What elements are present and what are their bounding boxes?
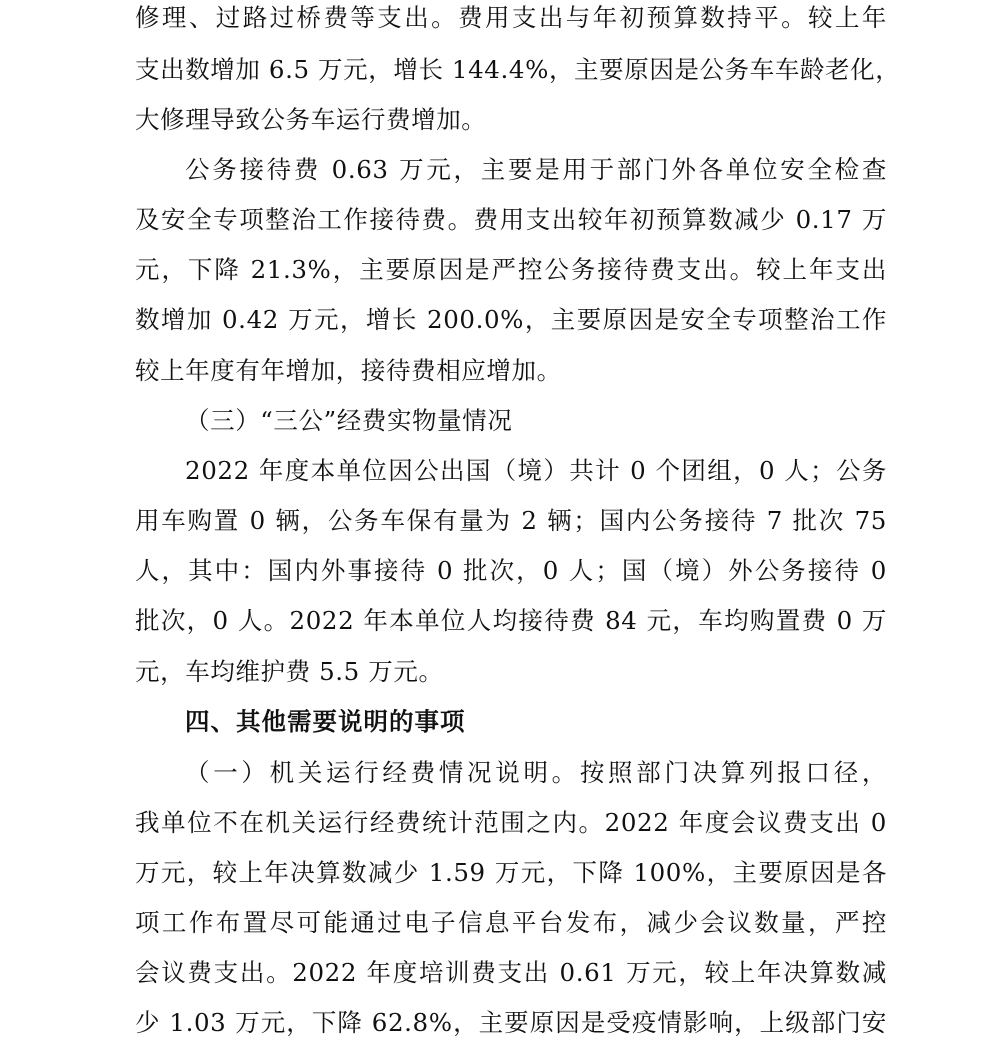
- paragraph-line: 用车购置 0 辆，公务车保有量为 2 辆；国内公务接待 7 批次 75: [135, 506, 887, 535]
- paragraph-line: 会议费支出。2022 年度培训费支出 0.61 万元，较上年决算数减: [135, 958, 887, 987]
- paragraph-line: 万元，较上年决算数减少 1.59 万元，下降 100%，主要原因是各: [135, 858, 887, 887]
- subsection-heading: （三）“三公”经费实物量情况: [185, 406, 513, 435]
- paragraph-line: 人，其中：国内外事接待 0 批次，0 人；国（境）外公务接待 0: [135, 556, 887, 585]
- paragraph-line: 项工作布置尽可能通过电子信息平台发布，减少会议数量，严控: [135, 908, 887, 937]
- paragraph-line: 及安全专项整治工作接待费。费用支出较年初预算数减少 0.17 万: [135, 205, 887, 234]
- paragraph-line: 公务接待费 0.63 万元，主要是用于部门外各单位安全检查: [185, 155, 887, 184]
- paragraph-line: 数增加 0.42 万元，增长 200.0%，主要原因是安全专项整治工作: [135, 305, 887, 334]
- paragraph-line: （一）机关运行经费情况说明。按照部门决算列报口径，: [185, 758, 887, 787]
- paragraph-line: 少 1.03 万元，下降 62.8%，主要原因是受疫情影响，上级部门安: [135, 1008, 887, 1037]
- paragraph-line: 批次，0 人。2022 年本单位人均接待费 84 元，车均购置费 0 万: [135, 606, 887, 635]
- paragraph-line: 较上年度有年增加，接待费相应增加。: [135, 356, 562, 385]
- section-heading: 四、其他需要说明的事项: [185, 707, 466, 736]
- paragraph-line: 修理、过路过桥费等支出。费用支出与年初预算数持平。较上年: [135, 3, 887, 32]
- paragraph-line: 我单位不在机关运行经费统计范围之内。2022 年度会议费支出 0: [135, 808, 887, 837]
- paragraph-line: 大修理导致公务车运行费增加。: [135, 105, 487, 134]
- paragraph-line: 元，车均维护费 5.5 万元。: [135, 657, 444, 686]
- paragraph-line: 支出数增加 6.5 万元，增长 144.4%，主要原因是公务车车龄老化，: [135, 55, 901, 84]
- paragraph-line: 元，下降 21.3%，主要原因是严控公务接待费支出。较上年支出: [135, 255, 887, 284]
- paragraph-line: 2022 年度本单位因公出国（境）共计 0 个团组，0 人；公务: [185, 456, 887, 485]
